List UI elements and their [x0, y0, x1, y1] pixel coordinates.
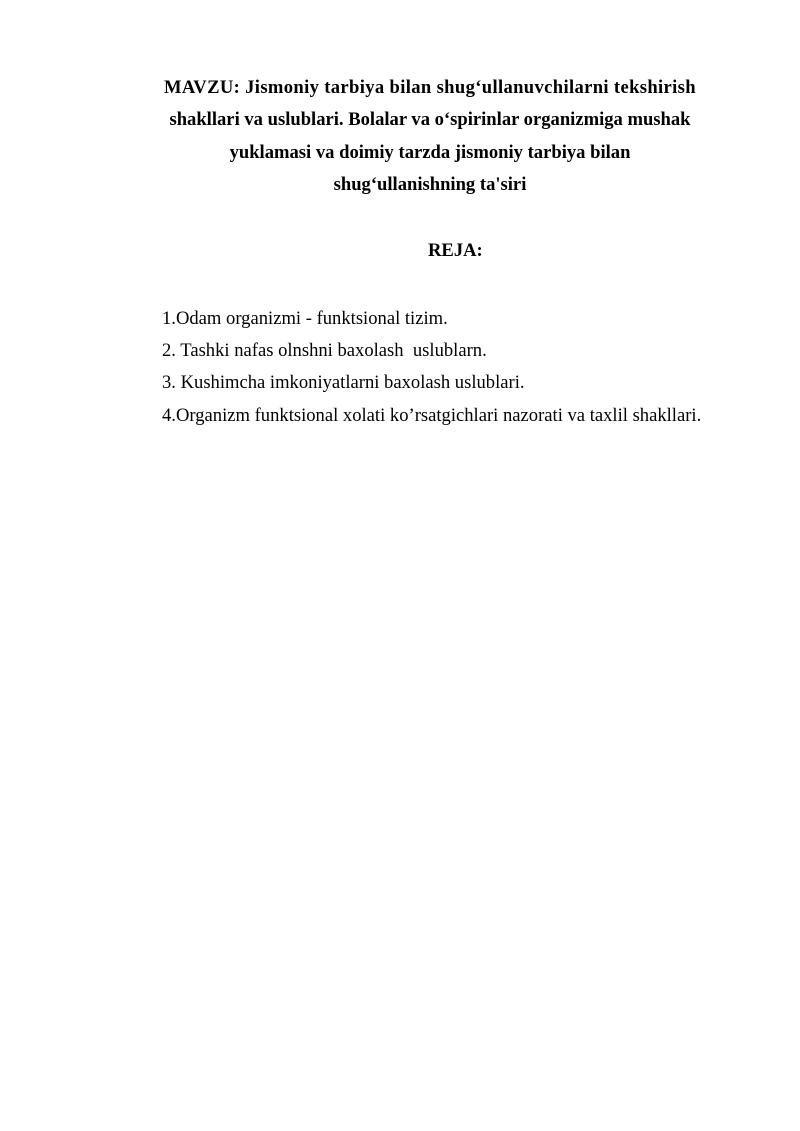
- plan-item-4: 4.Organizm funktsional xolati ko’rsatgichlari nazorati va taxlil shakllari.: [162, 404, 702, 426]
- title-line-1: MAVZU: Jismoniy tarbiya bilan shug‘ullanuvchilarni tekshirish: [164, 77, 696, 98]
- plan-item-2: 2. Tashki nafas olnshni baxolash uslublarn.: [162, 340, 487, 362]
- title-line-4: shug‘ullanishning ta'siri: [333, 173, 527, 195]
- title-line-2: shakllari va uslublari. Bolalar va o‘spirinlar organizmiga mushak: [169, 109, 691, 131]
- document-title: [120, 72, 740, 201]
- plan-list: [162, 303, 701, 432]
- title-line-3: yuklamasi va doimiy tarzda jismoniy tarbiya bilan: [229, 141, 631, 163]
- plan-item-1: 1.Odam organizmi - funktsional tizim.: [162, 308, 448, 329]
- plan-item-3: 3. Kushimcha imkoniyatlarni baxolash uslublari.: [162, 372, 525, 394]
- plan-heading: REJA:: [428, 240, 483, 261]
